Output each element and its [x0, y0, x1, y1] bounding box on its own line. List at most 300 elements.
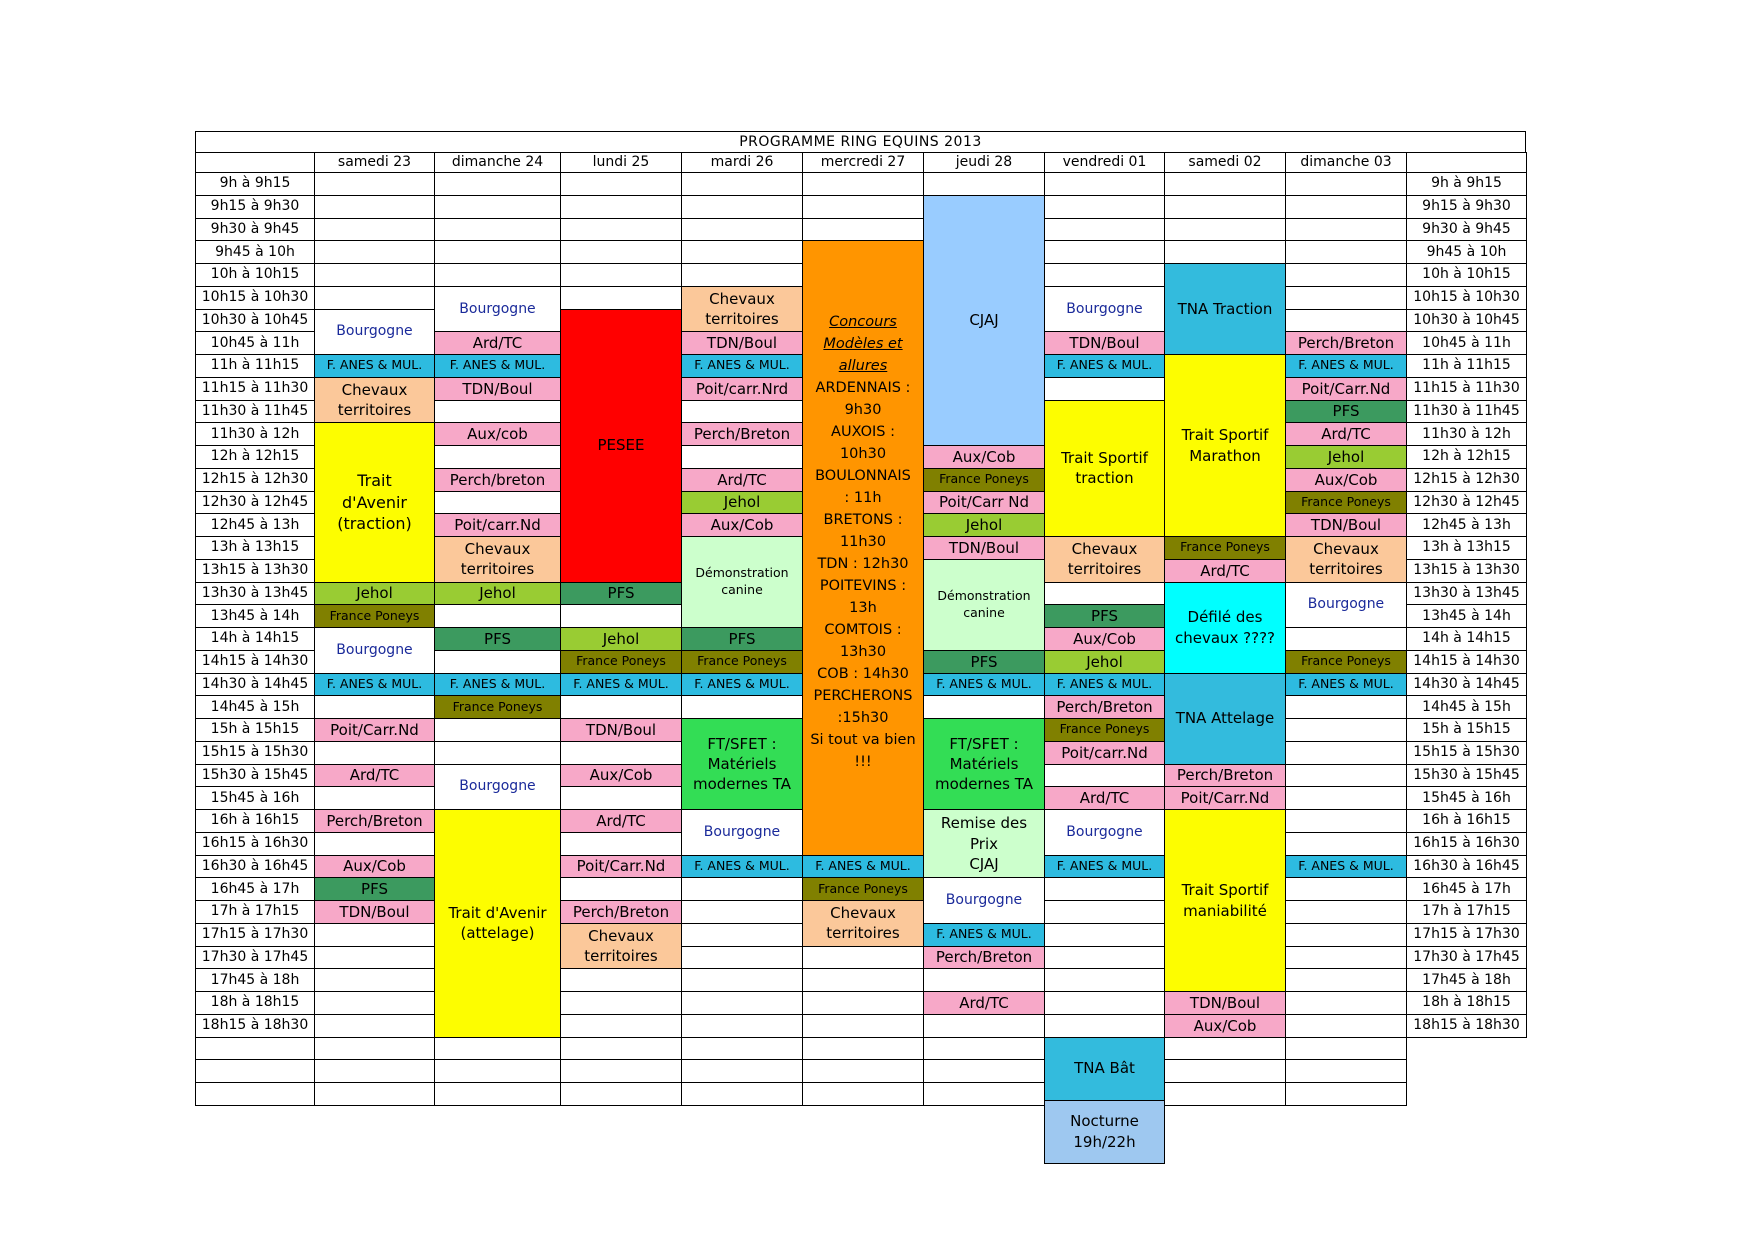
empty-slot	[1285, 877, 1407, 901]
event-block: Démonstration canine	[681, 536, 803, 628]
concours-line: PERCHERONS	[813, 688, 913, 705]
time-label-right: 16h15 à 16h30	[1406, 832, 1527, 856]
empty-slot	[1285, 900, 1407, 924]
event-block: France Poneys	[1044, 718, 1165, 742]
time-label-right: 13h15 à 13h30	[1406, 559, 1527, 583]
empty-slot	[1285, 968, 1407, 992]
empty-slot	[1164, 195, 1286, 219]
empty-slot	[314, 695, 435, 719]
event-block: FT/SFET : Matériels modernes TA	[923, 718, 1045, 810]
event-block: F. ANES & MUL.	[1285, 354, 1407, 378]
time-label-right: 16h45 à 17h	[1406, 877, 1527, 901]
event-block: Poit/Carr Nd	[923, 491, 1045, 515]
empty-slot	[681, 1037, 803, 1061]
day-header: samedi 23	[314, 152, 435, 173]
empty-slot	[1285, 946, 1407, 970]
day-header: dimanche 24	[434, 152, 561, 173]
time-label-right: 9h à 9h15	[1406, 172, 1527, 196]
empty-slot	[1285, 718, 1407, 742]
time-label-left: 10h45 à 11h	[195, 331, 315, 355]
empty-slot	[802, 195, 924, 219]
empty-slot	[560, 604, 682, 628]
time-label-right: 9h45 à 10h	[1406, 240, 1527, 264]
event-block: Perch/Breton	[560, 900, 682, 924]
time-label-right: 12h45 à 13h	[1406, 513, 1527, 537]
time-label-right: 9h15 à 9h30	[1406, 195, 1527, 219]
time-label-right: 15h45 à 16h	[1406, 786, 1527, 810]
time-label-right: 14h15 à 14h30	[1406, 650, 1527, 674]
empty-slot	[681, 877, 803, 901]
event-block: FT/SFET : Matériels modernes TA	[681, 718, 803, 810]
empty-slot	[1285, 627, 1407, 651]
empty-slot	[1285, 263, 1407, 287]
time-label-left: 12h45 à 13h	[195, 513, 315, 537]
empty-slot	[1164, 1037, 1286, 1061]
time-label-right: 12h30 à 12h45	[1406, 491, 1527, 515]
empty-slot	[560, 1014, 682, 1038]
time-label-left: 11h15 à 11h30	[195, 377, 315, 401]
empty-slot	[1044, 764, 1165, 788]
empty-slot	[1164, 1082, 1286, 1106]
empty-slot	[1285, 741, 1407, 765]
concours-line: 10h30	[839, 446, 887, 463]
empty-slot	[1285, 240, 1407, 264]
time-label-right: 15h15 à 15h30	[1406, 741, 1527, 765]
empty-slot	[802, 1014, 924, 1038]
event-block: Défilé des chevaux ????	[1164, 582, 1286, 674]
empty-slot	[802, 968, 924, 992]
event-block: F. ANES & MUL.	[314, 673, 435, 697]
concours-line: BOULONNAIS	[815, 468, 911, 485]
empty-slot	[1044, 195, 1165, 219]
empty-slot	[314, 968, 435, 992]
time-label-left: 9h15 à 9h30	[195, 195, 315, 219]
empty-slot	[1285, 1082, 1407, 1106]
event-block: Trait Sportif maniabilité	[1164, 809, 1286, 992]
time-label-right: 15h à 15h15	[1406, 718, 1527, 742]
event-block: Chevaux territoires	[560, 923, 682, 970]
event-block: Chevaux territoires	[681, 286, 803, 333]
empty-slot	[681, 240, 803, 264]
empty-slot	[314, 240, 435, 264]
empty-slot	[560, 877, 682, 901]
empty-slot	[1285, 1014, 1407, 1038]
empty-slot	[560, 695, 682, 719]
event-block: Bourgogne	[434, 286, 561, 333]
empty-slot	[434, 741, 561, 765]
event-block: Trait d'Avenir (traction)	[314, 422, 435, 582]
empty-slot	[923, 1059, 1045, 1083]
event-block: TDN/Boul	[1164, 991, 1286, 1015]
time-label-left: 9h45 à 10h	[195, 240, 315, 264]
time-label-left: 11h30 à 11h45	[195, 400, 315, 424]
empty-slot	[560, 1059, 682, 1083]
concours-line: !!!	[854, 754, 872, 771]
empty-slot	[560, 741, 682, 765]
event-block: F. ANES & MUL.	[560, 673, 682, 697]
empty-slot	[314, 195, 435, 219]
time-label-left: 16h à 16h15	[195, 809, 315, 833]
empty-slot	[681, 900, 803, 924]
event-block: F. ANES & MUL.	[923, 923, 1045, 947]
event-block: Perch/breton	[434, 468, 561, 492]
empty-slot	[1044, 968, 1165, 992]
event-block: PFS	[681, 627, 803, 651]
time-label-left: 15h30 à 15h45	[195, 764, 315, 788]
event-block: Perch/Breton	[1285, 331, 1407, 355]
event-block: Jehol	[1285, 445, 1407, 469]
concours-heading: allures	[838, 358, 888, 375]
time-label-left: 14h45 à 15h	[195, 695, 315, 719]
time-label-right: 14h à 14h15	[1406, 627, 1527, 651]
event-block: Jehol	[314, 582, 435, 606]
event-block: TNA Attelage	[1164, 673, 1286, 765]
event-block: Aux/Cob	[560, 764, 682, 788]
empty-slot	[681, 1059, 803, 1083]
concours-line: POITEVINS :	[819, 578, 907, 595]
empty-slot	[923, 1037, 1045, 1061]
event-block: F. ANES & MUL.	[681, 354, 803, 378]
event-block: Bourgogne	[434, 764, 561, 811]
event-block: France Poneys	[802, 877, 924, 901]
event-block: Ard/TC	[560, 809, 682, 833]
time-label-left: 12h15 à 12h30	[195, 468, 315, 492]
concours-line: TDN : 12h30	[817, 556, 909, 573]
event-block: Ard/TC	[1285, 422, 1407, 446]
event-block: TDN/Boul	[434, 377, 561, 401]
event-block: Bourgogne	[1044, 286, 1165, 333]
time-label-left: 13h45 à 14h	[195, 604, 315, 628]
concours-line: 13h30	[839, 644, 887, 661]
event-block: Remise des Prix CJAJ	[923, 809, 1045, 878]
time-label-right: 10h30 à 10h45	[1406, 309, 1527, 333]
event-block: PFS	[314, 877, 435, 901]
event-block: F. ANES & MUL.	[434, 673, 561, 697]
event-block: Bourgogne	[314, 627, 435, 674]
empty-slot	[434, 263, 561, 287]
day-header: samedi 02	[1164, 152, 1286, 173]
time-label-right: 17h45 à 18h	[1406, 968, 1527, 992]
event-block: Aux/Cob	[681, 513, 803, 537]
time-label-left: 16h30 à 16h45	[195, 855, 315, 879]
empty-slot	[1285, 809, 1407, 833]
event-block: Perch/Breton	[923, 946, 1045, 970]
empty-slot	[1285, 309, 1407, 333]
time-label-right: 16h à 16h15	[1406, 809, 1527, 833]
event-block: Poit/Carr.Nd	[1164, 786, 1286, 810]
empty-slot	[314, 172, 435, 196]
empty-slot	[681, 445, 803, 469]
empty-slot	[560, 263, 682, 287]
event-block: F. ANES & MUL.	[1044, 855, 1165, 879]
empty-slot	[314, 946, 435, 970]
event-block: Aux/Cob	[1285, 468, 1407, 492]
event-block-nocturne: Nocturne 19h/22h	[1044, 1100, 1165, 1164]
event-block: Jehol	[681, 491, 803, 515]
event-block: Chevaux territoires	[1285, 536, 1407, 583]
empty-slot	[560, 240, 682, 264]
event-block: Aux/Cob	[1044, 627, 1165, 651]
empty-slot	[681, 263, 803, 287]
event-block: France Poneys	[681, 650, 803, 674]
event-block: France Poneys	[1285, 650, 1407, 674]
time-label-right: 13h30 à 13h45	[1406, 582, 1527, 606]
event-block: Ard/TC	[1164, 559, 1286, 583]
empty-slot	[923, 968, 1045, 992]
time-label-left: 14h15 à 14h30	[195, 650, 315, 674]
time-label-left: 18h15 à 18h30	[195, 1014, 315, 1038]
event-block: Bourgogne	[314, 309, 435, 356]
event-block: F. ANES & MUL.	[1044, 354, 1165, 378]
event-block: PFS	[434, 627, 561, 651]
time-label-right: 13h45 à 14h	[1406, 604, 1527, 628]
event-block: Trait d'Avenir (attelage)	[434, 809, 561, 1038]
time-label-left: 10h30 à 10h45	[195, 309, 315, 333]
event-block: Ard/TC	[1044, 786, 1165, 810]
event-block: Chevaux territoires	[314, 377, 435, 424]
concours-line: BRETONS :	[823, 512, 903, 529]
empty-slot	[560, 286, 682, 310]
event-block: F. ANES & MUL.	[1285, 673, 1407, 697]
event-block: Jehol	[434, 582, 561, 606]
empty-slot	[434, 1082, 561, 1106]
time-label-right: 10h45 à 11h	[1406, 331, 1527, 355]
time-label-right: 10h à 10h15	[1406, 263, 1527, 287]
empty-slot	[1285, 764, 1407, 788]
time-label-left	[195, 1037, 315, 1061]
event-block: Perch/Breton	[1044, 695, 1165, 719]
empty-slot	[681, 946, 803, 970]
empty-slot	[1285, 923, 1407, 947]
event-block: France Poneys	[1285, 491, 1407, 515]
event-block: Poit/carr.Nd	[434, 513, 561, 537]
event-block: Jehol	[923, 513, 1045, 537]
empty-slot	[434, 445, 561, 469]
event-block: Bourgogne	[681, 809, 803, 856]
time-label-right: 9h30 à 9h45	[1406, 218, 1527, 242]
concours-line: COB : 14h30	[817, 666, 909, 683]
event-block: Bourgogne	[1285, 582, 1407, 629]
empty-slot	[1044, 218, 1165, 242]
time-label-right: 11h30 à 11h45	[1406, 400, 1527, 424]
time-label-right: 11h15 à 11h30	[1406, 377, 1527, 401]
event-block: F. ANES & MUL.	[1044, 673, 1165, 697]
event-block: PESEE	[560, 309, 682, 583]
empty-slot	[681, 968, 803, 992]
time-label-right: 17h30 à 17h45	[1406, 946, 1527, 970]
empty-slot	[923, 1014, 1045, 1038]
empty-slot	[1044, 923, 1165, 947]
event-block: F. ANES & MUL.	[434, 354, 561, 378]
empty-slot	[681, 923, 803, 947]
empty-slot	[1044, 991, 1165, 1015]
time-label-left: 12h à 12h15	[195, 445, 315, 469]
event-block: F. ANES & MUL.	[1285, 855, 1407, 879]
empty-slot	[434, 650, 561, 674]
time-label-left: 9h30 à 9h45	[195, 218, 315, 242]
empty-slot	[1285, 1059, 1407, 1083]
time-label-right: 13h à 13h15	[1406, 536, 1527, 560]
empty-slot	[681, 172, 803, 196]
event-block: France Poneys	[923, 468, 1045, 492]
event-block: Bourgogne	[923, 877, 1045, 924]
empty-slot	[560, 172, 682, 196]
empty-slot	[681, 195, 803, 219]
event-block: Jehol	[1044, 650, 1165, 674]
event-block: Ard/TC	[434, 331, 561, 355]
empty-slot	[681, 991, 803, 1015]
event-block: France Poneys	[314, 604, 435, 628]
time-label-left: 13h15 à 13h30	[195, 559, 315, 583]
empty-slot	[923, 172, 1045, 196]
time-label-left: 11h à 11h15	[195, 354, 315, 378]
empty-slot	[1044, 877, 1165, 901]
event-block: CJAJ	[923, 195, 1045, 446]
event-block: Perch/Breton	[1164, 764, 1286, 788]
time-label-right: 12h15 à 12h30	[1406, 468, 1527, 492]
event-block: France Poneys	[560, 650, 682, 674]
time-label-left: 15h à 15h15	[195, 718, 315, 742]
empty-slot	[314, 1014, 435, 1038]
time-label-right: 12h à 12h15	[1406, 445, 1527, 469]
event-block: Poit/carr.Nd	[1044, 741, 1165, 765]
event-block: TDN/Boul	[923, 536, 1045, 560]
concours-line: 9h30	[844, 402, 882, 419]
event-block: PFS	[923, 650, 1045, 674]
event-block: Jehol	[560, 627, 682, 651]
event-block: F. ANES & MUL.	[314, 354, 435, 378]
time-label-right: 18h à 18h15	[1406, 991, 1527, 1015]
event-block: Poit/Carr.Nd	[1285, 377, 1407, 401]
empty-slot	[1164, 240, 1286, 264]
empty-slot	[681, 1082, 803, 1106]
time-label-left: 17h à 17h15	[195, 900, 315, 924]
empty-slot	[560, 968, 682, 992]
time-label-left: 13h30 à 13h45	[195, 582, 315, 606]
event-block: PFS	[1044, 604, 1165, 628]
event-block: Ard/TC	[681, 468, 803, 492]
time-label-right: 15h30 à 15h45	[1406, 764, 1527, 788]
time-label-right: 11h30 à 12h	[1406, 422, 1527, 446]
event-block: PFS	[1285, 400, 1407, 424]
time-label-left: 12h30 à 12h45	[195, 491, 315, 515]
event-block: F. ANES & MUL.	[681, 855, 803, 879]
empty-slot	[1044, 263, 1165, 287]
empty-slot	[434, 1059, 561, 1083]
empty-slot	[1044, 946, 1165, 970]
concours-heading: Modèles et	[823, 336, 903, 353]
concours-line: :15h30	[837, 710, 889, 727]
empty-slot	[434, 491, 561, 515]
event-block: Bourgogne	[1044, 809, 1165, 856]
event-block: Poit/Carr.Nd	[560, 855, 682, 879]
day-header: lundi 25	[560, 152, 682, 173]
empty-slot	[1164, 1059, 1286, 1083]
empty-slot	[314, 832, 435, 856]
empty-slot	[802, 1059, 924, 1083]
empty-slot	[1164, 218, 1286, 242]
time-label-left: 17h30 à 17h45	[195, 946, 315, 970]
page-title: PROGRAMME RING EQUINS 2013	[195, 131, 1526, 153]
empty-slot	[802, 218, 924, 242]
empty-slot	[1044, 377, 1165, 401]
empty-slot	[314, 286, 435, 310]
day-header: mercredi 27	[802, 152, 924, 173]
day-header: jeudi 28	[923, 152, 1045, 173]
time-label-left: 10h15 à 10h30	[195, 286, 315, 310]
empty-slot	[681, 1014, 803, 1038]
event-block: Perch/Breton	[314, 809, 435, 833]
empty-slot	[802, 1082, 924, 1106]
event-block: F. ANES & MUL.	[681, 673, 803, 697]
time-label-right: 14h30 à 14h45	[1406, 673, 1527, 697]
empty-slot	[314, 1082, 435, 1106]
empty-slot	[1285, 786, 1407, 810]
empty-slot	[1044, 240, 1165, 264]
empty-slot	[434, 240, 561, 264]
event-block: TDN/Boul	[1044, 331, 1165, 355]
empty-slot	[560, 991, 682, 1015]
empty-slot	[802, 1037, 924, 1061]
concours-line: Si tout va bien	[810, 732, 916, 749]
empty-slot	[802, 946, 924, 970]
event-block: Chevaux territoires	[434, 536, 561, 583]
event-block: Trait Sportif Marathon	[1164, 354, 1286, 537]
empty-slot	[560, 786, 682, 810]
empty-slot	[314, 741, 435, 765]
event-block: France Poneys	[1164, 536, 1286, 560]
empty-slot	[1164, 172, 1286, 196]
event-block: Chevaux territoires	[1044, 536, 1165, 583]
empty-slot	[314, 923, 435, 947]
event-block: TDN/Boul	[681, 331, 803, 355]
concours-block	[802, 240, 924, 855]
day-header: dimanche 03	[1285, 152, 1407, 173]
empty-slot	[560, 218, 682, 242]
empty-slot	[314, 1037, 435, 1061]
empty-slot	[434, 400, 561, 424]
empty-slot	[923, 1082, 1045, 1106]
header-corner-right	[1406, 152, 1527, 173]
empty-slot	[681, 218, 803, 242]
empty-slot	[560, 195, 682, 219]
concours-line: COMTOIS :	[824, 622, 902, 639]
day-header: mardi 26	[681, 152, 803, 173]
time-label-left: 15h15 à 15h30	[195, 741, 315, 765]
empty-slot	[434, 718, 561, 742]
time-label-left: 13h à 13h15	[195, 536, 315, 560]
day-header: vendredi 01	[1044, 152, 1165, 173]
time-label-left: 18h à 18h15	[195, 991, 315, 1015]
time-label-left: 17h15 à 17h30	[195, 923, 315, 947]
empty-slot	[314, 991, 435, 1015]
time-label-right: 17h à 17h15	[1406, 900, 1527, 924]
time-label-left: 15h45 à 16h	[195, 786, 315, 810]
event-block: TNA Traction	[1164, 263, 1286, 355]
empty-slot	[1285, 286, 1407, 310]
event-block: F. ANES & MUL.	[802, 855, 924, 879]
event-block: Ard/TC	[314, 764, 435, 788]
event-block-tna-bat: TNA Bât	[1044, 1037, 1165, 1101]
event-block: Aux/Cob	[1164, 1014, 1286, 1038]
event-block: Aux/Cob	[314, 855, 435, 879]
empty-slot	[434, 172, 561, 196]
concours-line: : 11h	[844, 490, 882, 507]
time-label-right: 18h15 à 18h30	[1406, 1014, 1527, 1038]
concours-line: 13h	[849, 600, 877, 617]
time-label-left: 16h15 à 16h30	[195, 832, 315, 856]
time-label-right: 17h15 à 17h30	[1406, 923, 1527, 947]
